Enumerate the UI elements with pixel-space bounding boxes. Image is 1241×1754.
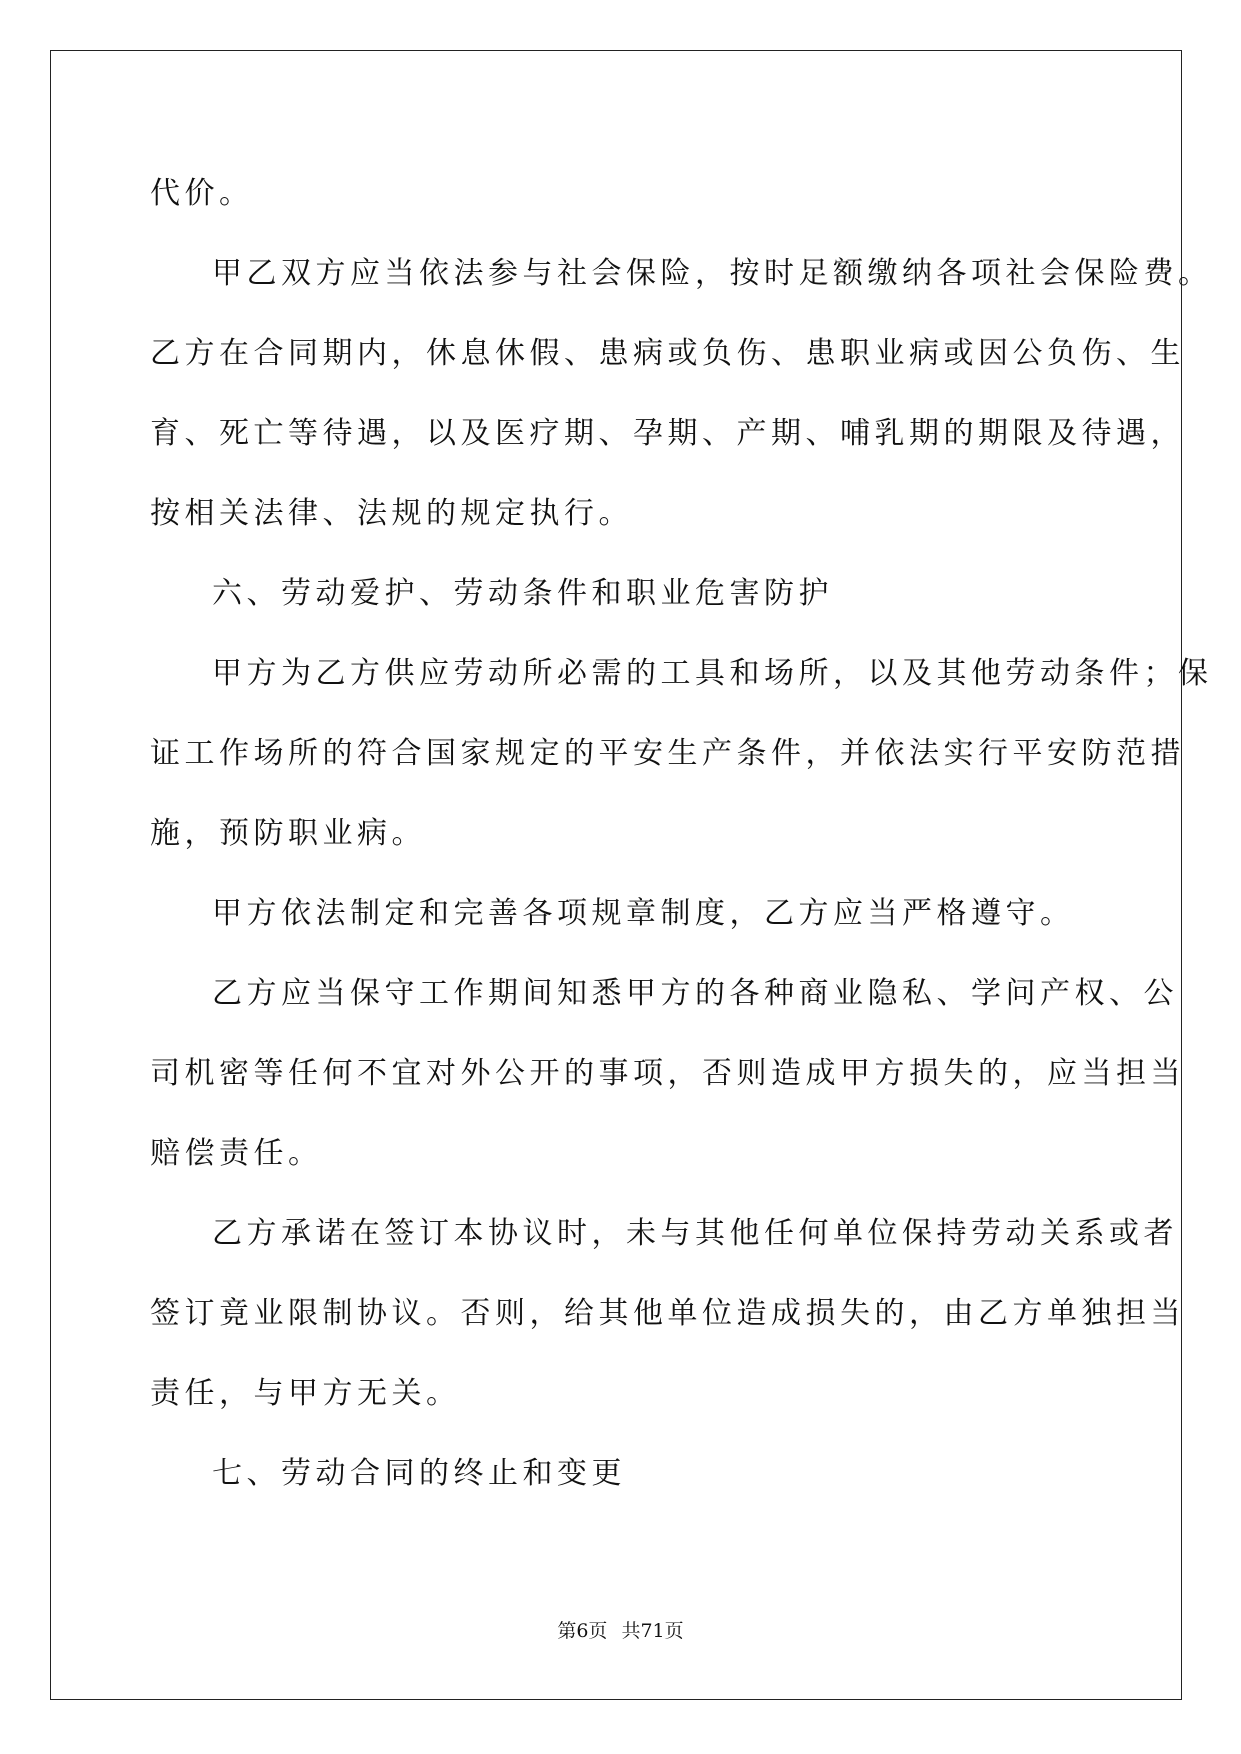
- text-line: 赔偿责任。: [150, 1136, 323, 1171]
- text-line: 证工作场所的符合国家规定的平安生产条件，并依法实行平安防范措: [150, 736, 1185, 771]
- text-line: 代价。: [150, 176, 254, 211]
- text-line: 责任，与甲方无关。: [150, 1376, 461, 1411]
- text-line: 司机密等任何不宜对外公开的事项，否则造成甲方损失的，应当担当: [150, 1056, 1185, 1091]
- section-heading: 六、劳动爱护、劳动条件和职业危害防护: [212, 576, 833, 611]
- page-total: 共71页: [621, 1620, 684, 1642]
- text-line: 甲乙双方应当依法参与社会保险，按时足额缴纳各项社会保险费。: [212, 256, 1213, 291]
- text-line: 签订竟业限制协议。否则，给其他单位造成损失的，由乙方单独担当: [150, 1296, 1185, 1331]
- section-heading: 七、劳动合同的终止和变更: [212, 1456, 626, 1491]
- text-line: 乙方在合同期内，休息休假、患病或负伤、患职业病或因公负伤、生: [150, 336, 1185, 371]
- page-footer: [0, 1616, 1241, 1643]
- text-line: 施，预防职业病。: [150, 816, 426, 851]
- text-line: 乙方承诺在签订本协议时，未与其他任何单位保持劳动关系或者: [212, 1216, 1178, 1251]
- text-line: 育、死亡等待遇，以及医疗期、孕期、产期、哺乳期的期限及待遇，: [150, 416, 1185, 451]
- page-number: 第6页: [557, 1620, 608, 1642]
- text-line: 甲方为乙方供应劳动所必需的工具和场所，以及其他劳动条件；保: [212, 656, 1213, 691]
- text-line: 按相关法律、法规的规定执行。: [150, 496, 633, 531]
- text-line: 乙方应当保守工作期间知悉甲方的各种商业隐私、学问产权、公: [212, 976, 1178, 1011]
- text-line: 甲方依法制定和完善各项规章制度，乙方应当严格遵守。: [212, 896, 1075, 931]
